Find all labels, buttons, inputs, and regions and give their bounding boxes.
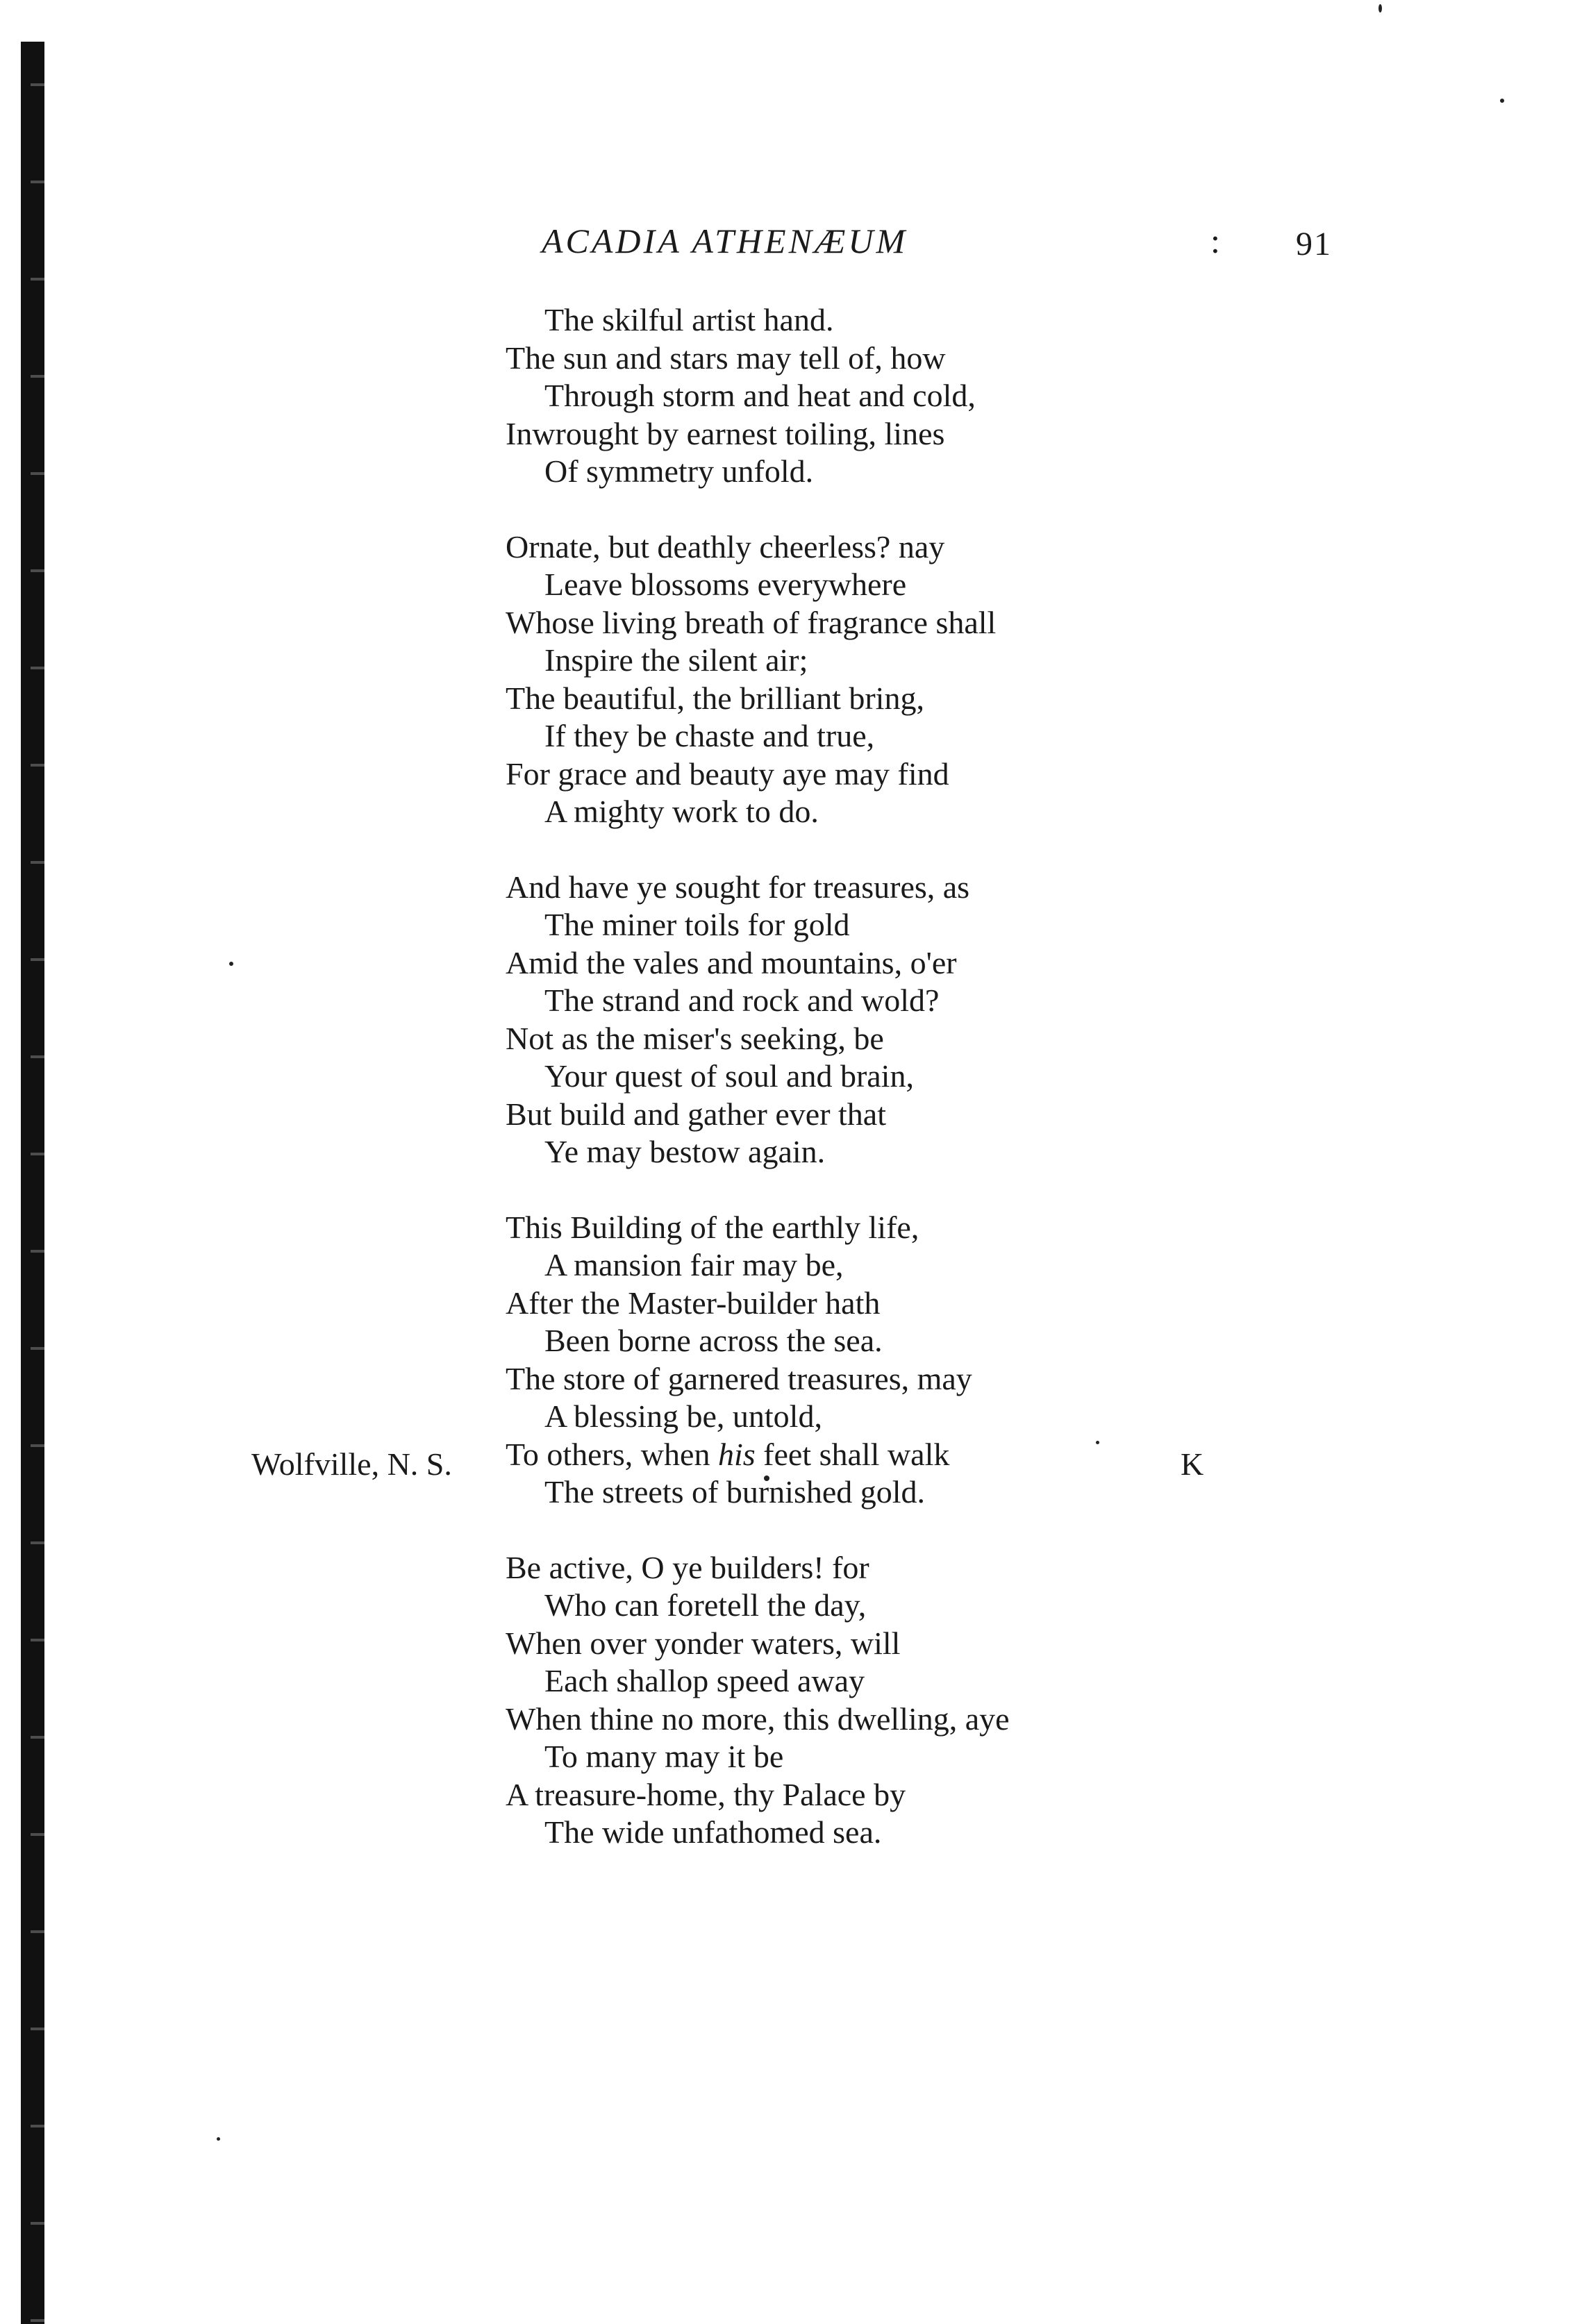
poem-line: And have ye sought for treasures, as	[506, 869, 970, 905]
poem-line: A blessing be, untold,	[544, 1398, 822, 1434]
line-fragment: feet shall walk	[755, 1436, 950, 1472]
poem-line: After the Master-builder hath	[506, 1285, 881, 1321]
poem-line: A mighty work to do.	[544, 794, 819, 829]
poem-line: But build and gather ever that	[506, 1096, 887, 1132]
poem-line: Ornate, but deathly cheerless? nay	[506, 528, 945, 565]
ink-speck	[1500, 99, 1504, 103]
poem-line: Leave blossoms everywhere	[544, 567, 907, 602]
author-signature: K	[1181, 1446, 1204, 1482]
place-line: Wolfville, N. S.	[251, 1446, 452, 1482]
poem-line: Amid the vales and mountains, o'er	[506, 944, 957, 980]
poem-line: The strand and rock and wold?	[544, 983, 940, 1018]
poem-line: When thine no more, this dwelling, aye	[506, 1700, 1010, 1737]
poem-line: Inwrought by earnest toiling, lines	[506, 415, 945, 451]
poem-line: The wide unfathomed sea.	[544, 1814, 882, 1850]
poem-line: A treasure-home, thy Palace by	[506, 1776, 906, 1812]
poem-line: Of symmetry unfold.	[544, 453, 814, 489]
ink-speck	[217, 2137, 220, 2141]
poem-line: Each shallop speed away	[544, 1663, 865, 1698]
poem-line: Inspire the silent air;	[544, 642, 808, 678]
poem-line: Been borne across the sea.	[544, 1323, 883, 1358]
poem-line: The miner toils for gold	[544, 907, 850, 942]
poem-line: If they be chaste and true,	[544, 718, 875, 753]
page-header	[0, 221, 1591, 276]
poem-line: The skilful artist hand.	[544, 302, 834, 337]
stanza	[506, 301, 1408, 491]
stanza	[506, 528, 1408, 831]
poem-line: Be active, O ye builders! for	[506, 1549, 869, 1585]
poem-line: For grace and beauty aye may find	[506, 755, 949, 792]
running-head: ACADIA ATHENÆUM	[542, 221, 908, 260]
ink-speck	[229, 962, 233, 966]
emphasized-word: his	[717, 1436, 756, 1472]
poem-line: Through storm and heat and cold,	[544, 378, 976, 413]
poem-line: The sun and stars may tell of, how	[506, 340, 946, 376]
poem-body	[506, 301, 1408, 1889]
poem-line: Who can foretell the day,	[544, 1587, 867, 1623]
poem-line: The beautiful, the brilliant bring,	[506, 680, 924, 716]
stanza	[506, 869, 1408, 1171]
poem-line: Your quest of soul and brain,	[544, 1058, 914, 1094]
poem-line: Not as the miser's seeking, be	[506, 1020, 884, 1056]
poem-line	[506, 1436, 1408, 1474]
page-number: 91	[1296, 226, 1332, 262]
poem-line: The streets of burnished gold.	[544, 1474, 926, 1510]
poem-line: To many may it be	[544, 1739, 784, 1774]
header-colon: :	[1210, 221, 1220, 260]
poem-line: Whose living breath of fragrance shall	[506, 604, 997, 640]
poem-line: The store of garnered treasures, may	[506, 1360, 972, 1396]
stanza	[506, 1549, 1408, 1852]
poem-line: When over yonder waters, will	[506, 1625, 901, 1661]
stanza	[506, 1209, 1408, 1512]
poem-line: A mansion fair may be,	[544, 1247, 844, 1282]
poem-line: Ye may bestow again.	[544, 1134, 826, 1169]
binding-edge-shadow	[21, 42, 44, 2324]
ink-speck	[1378, 4, 1382, 12]
line-fragment: To others, when	[506, 1436, 718, 1472]
poem-line: This Building of the earthly life,	[506, 1209, 919, 1245]
